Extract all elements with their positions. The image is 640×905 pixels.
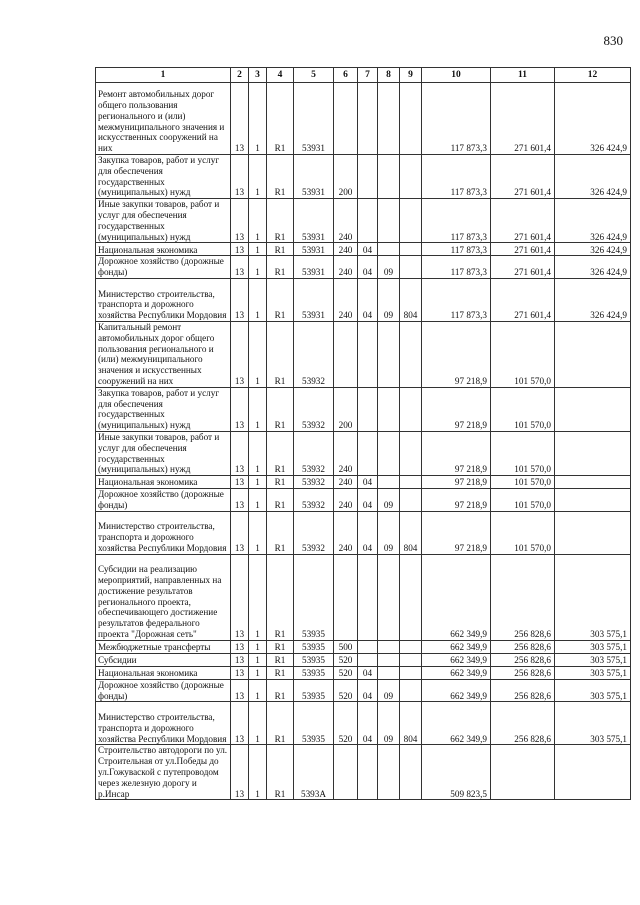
row-value-cell: 303 575,1 [555, 666, 631, 679]
row-value-cell: 04 [358, 679, 378, 702]
page-number: 830 [603, 33, 623, 48]
row-value-cell [491, 745, 555, 800]
row-value-cell: 256 828,6 [491, 666, 555, 679]
row-value-cell: 271 601,4 [491, 199, 555, 243]
row-name-cell: Национальная экономика [96, 476, 231, 489]
row-value-cell [400, 476, 422, 489]
row-value-cell: 13 [231, 666, 249, 679]
table-row [96, 702, 631, 745]
row-value-cell: 09 [378, 256, 400, 279]
row-value-cell: R1 [267, 387, 294, 431]
row-value-cell [555, 387, 631, 431]
col-header: 2 [231, 68, 249, 83]
row-value-cell: 303 575,1 [555, 702, 631, 745]
row-value-cell: 53935 [294, 702, 334, 745]
row-value-cell: R1 [267, 476, 294, 489]
row-value-cell: 04 [358, 278, 378, 321]
row-value-cell: 117 873,3 [422, 83, 491, 155]
row-value-cell [378, 554, 400, 640]
row-value-cell [358, 387, 378, 431]
row-value-cell: 13 [231, 702, 249, 745]
row-value-cell: 53931 [294, 155, 334, 199]
table-row [96, 489, 631, 512]
row-value-cell: 13 [231, 321, 249, 387]
row-value-cell: 53932 [294, 387, 334, 431]
row-value-cell: 662 349,9 [422, 554, 491, 640]
row-value-cell: 13 [231, 554, 249, 640]
row-name-cell: Министерство строительства, транспорта и дорожного хозяйства Республики Мордовия [96, 278, 231, 321]
table-row [96, 199, 631, 243]
row-value-cell: R1 [267, 745, 294, 800]
row-value-cell: 256 828,6 [491, 640, 555, 653]
row-value-cell: R1 [267, 489, 294, 512]
row-value-cell: 240 [334, 431, 358, 475]
row-value-cell: 53931 [294, 278, 334, 321]
row-value-cell: 240 [334, 278, 358, 321]
col-header: 7 [358, 68, 378, 83]
table-row [96, 256, 631, 279]
row-value-cell: 5393А [294, 745, 334, 800]
row-value-cell: R1 [267, 243, 294, 256]
row-value-cell: 271 601,4 [491, 243, 555, 256]
row-value-cell: 53932 [294, 321, 334, 387]
row-value-cell: 1 [249, 666, 267, 679]
row-value-cell [378, 387, 400, 431]
row-value-cell: 303 575,1 [555, 679, 631, 702]
col-header: 1 [96, 68, 231, 83]
row-value-cell [400, 387, 422, 431]
row-value-cell [400, 256, 422, 279]
row-value-cell: R1 [267, 83, 294, 155]
row-value-cell [378, 199, 400, 243]
table-row [96, 155, 631, 199]
row-value-cell: 04 [358, 489, 378, 512]
row-value-cell: 13 [231, 243, 249, 256]
row-value-cell: 804 [400, 702, 422, 745]
row-value-cell: 13 [231, 83, 249, 155]
row-value-cell: 53931 [294, 256, 334, 279]
row-value-cell [334, 554, 358, 640]
row-value-cell [378, 243, 400, 256]
row-value-cell: 271 601,4 [491, 256, 555, 279]
row-value-cell: 271 601,4 [491, 278, 555, 321]
row-value-cell [378, 321, 400, 387]
row-value-cell: 200 [334, 155, 358, 199]
row-value-cell: 1 [249, 554, 267, 640]
row-value-cell [400, 554, 422, 640]
row-value-cell: 53935 [294, 666, 334, 679]
row-name-cell: Министерство строительства, транспорта и дорожного хозяйства Республики Мордовия [96, 702, 231, 745]
row-value-cell: 13 [231, 489, 249, 512]
row-value-cell [378, 476, 400, 489]
row-value-cell [555, 511, 631, 554]
table-row [96, 431, 631, 475]
row-value-cell [400, 666, 422, 679]
col-header: 10 [422, 68, 491, 83]
row-value-cell: 101 570,0 [491, 387, 555, 431]
row-value-cell: 303 575,1 [555, 640, 631, 653]
row-value-cell: 1 [249, 489, 267, 512]
row-value-cell: 13 [231, 745, 249, 800]
col-header: 3 [249, 68, 267, 83]
row-value-cell: 97 218,9 [422, 476, 491, 489]
row-value-cell: 326 424,9 [555, 243, 631, 256]
row-name-cell: Национальная экономика [96, 666, 231, 679]
row-value-cell [378, 640, 400, 653]
row-value-cell: 53932 [294, 489, 334, 512]
table-row [96, 243, 631, 256]
row-value-cell [334, 321, 358, 387]
row-value-cell: 662 349,9 [422, 702, 491, 745]
row-value-cell: 1 [249, 256, 267, 279]
row-value-cell: 1 [249, 679, 267, 702]
row-value-cell: 13 [231, 387, 249, 431]
row-name-cell: Дорожное хозяйство (дорожные фонды) [96, 256, 231, 279]
row-value-cell: 04 [358, 666, 378, 679]
row-value-cell: 326 424,9 [555, 278, 631, 321]
row-value-cell: 53932 [294, 511, 334, 554]
col-header: 6 [334, 68, 358, 83]
row-value-cell [378, 83, 400, 155]
row-value-cell: 256 828,6 [491, 702, 555, 745]
row-value-cell: 326 424,9 [555, 256, 631, 279]
col-header: 5 [294, 68, 334, 83]
row-name-cell: Строительство автодороги по ул. Строительная от ул.Победы до ул.Гожуваской с путепроводом через железную дорогу и р.Инсар [96, 745, 231, 800]
row-value-cell: R1 [267, 702, 294, 745]
row-value-cell: R1 [267, 511, 294, 554]
row-value-cell: 53932 [294, 431, 334, 475]
row-value-cell [400, 679, 422, 702]
row-value-cell: R1 [267, 278, 294, 321]
row-value-cell [378, 431, 400, 475]
row-value-cell: R1 [267, 666, 294, 679]
table-row [96, 745, 631, 800]
row-name-cell: Дорожное хозяйство (дорожные фонды) [96, 489, 231, 512]
row-value-cell: 1 [249, 387, 267, 431]
table-row [96, 666, 631, 679]
table-row [96, 554, 631, 640]
row-value-cell: 04 [358, 702, 378, 745]
row-value-cell: 117 873,3 [422, 278, 491, 321]
row-value-cell: 303 575,1 [555, 653, 631, 666]
table-row [96, 640, 631, 653]
row-value-cell: R1 [267, 640, 294, 653]
row-value-cell: 04 [358, 256, 378, 279]
row-name-cell: Межбюджетные трансферты [96, 640, 231, 653]
row-value-cell: R1 [267, 155, 294, 199]
table-row [96, 321, 631, 387]
row-value-cell: 13 [231, 199, 249, 243]
table-row [96, 476, 631, 489]
row-value-cell [358, 83, 378, 155]
row-value-cell: 53931 [294, 243, 334, 256]
row-value-cell: 662 349,9 [422, 640, 491, 653]
row-value-cell [358, 653, 378, 666]
row-value-cell: 500 [334, 640, 358, 653]
row-name-cell: Капитальный ремонт автомобильных дорог общего пользования регионального и (или) межмуниципального значения и искусственных сооружений на них [96, 321, 231, 387]
row-value-cell: 53935 [294, 679, 334, 702]
table-row [96, 278, 631, 321]
row-value-cell [378, 653, 400, 666]
row-value-cell: 1 [249, 653, 267, 666]
row-value-cell: 117 873,3 [422, 155, 491, 199]
row-value-cell: 101 570,0 [491, 511, 555, 554]
row-value-cell: 240 [334, 476, 358, 489]
table-row [96, 679, 631, 702]
row-value-cell [358, 199, 378, 243]
row-value-cell [358, 554, 378, 640]
row-value-cell: 101 570,0 [491, 431, 555, 475]
row-value-cell: R1 [267, 256, 294, 279]
row-value-cell: 520 [334, 653, 358, 666]
row-value-cell: 240 [334, 199, 358, 243]
row-value-cell: 13 [231, 431, 249, 475]
row-value-cell [358, 155, 378, 199]
row-value-cell [334, 745, 358, 800]
row-value-cell: 240 [334, 489, 358, 512]
row-value-cell: 13 [231, 511, 249, 554]
row-value-cell: 53935 [294, 640, 334, 653]
budget-table [95, 67, 631, 800]
row-value-cell: 97 218,9 [422, 387, 491, 431]
row-value-cell: 09 [378, 702, 400, 745]
row-value-cell: R1 [267, 679, 294, 702]
row-value-cell: 509 823,5 [422, 745, 491, 800]
row-value-cell: 326 424,9 [555, 83, 631, 155]
row-value-cell [400, 321, 422, 387]
row-value-cell: 13 [231, 155, 249, 199]
col-header: 12 [555, 68, 631, 83]
row-value-cell: 04 [358, 243, 378, 256]
col-header: 9 [400, 68, 422, 83]
row-value-cell: 1 [249, 745, 267, 800]
row-value-cell: 13 [231, 278, 249, 321]
row-value-cell: 04 [358, 511, 378, 554]
row-value-cell [400, 83, 422, 155]
row-value-cell: 804 [400, 511, 422, 554]
row-value-cell: 1 [249, 476, 267, 489]
row-name-cell: Иные закупки товаров, работ и услуг для обеспечения государственных (муниципальных) нужд [96, 431, 231, 475]
row-value-cell: 662 349,9 [422, 679, 491, 702]
row-value-cell: R1 [267, 554, 294, 640]
row-value-cell: 662 349,9 [422, 653, 491, 666]
row-value-cell: 240 [334, 256, 358, 279]
row-value-cell: 97 218,9 [422, 511, 491, 554]
row-name-cell: Дорожное хозяйство (дорожные фонды) [96, 679, 231, 702]
table-row [96, 387, 631, 431]
row-value-cell [400, 745, 422, 800]
row-value-cell: 13 [231, 476, 249, 489]
row-value-cell [400, 640, 422, 653]
row-value-cell: 09 [378, 278, 400, 321]
row-value-cell: 97 218,9 [422, 489, 491, 512]
row-value-cell: 13 [231, 653, 249, 666]
row-value-cell: 1 [249, 640, 267, 653]
row-value-cell: 520 [334, 702, 358, 745]
row-value-cell: 101 570,0 [491, 321, 555, 387]
row-value-cell: 1 [249, 321, 267, 387]
row-value-cell: 1 [249, 243, 267, 256]
row-value-cell: 13 [231, 256, 249, 279]
row-value-cell: 1 [249, 702, 267, 745]
row-value-cell: 804 [400, 278, 422, 321]
row-value-cell: 53935 [294, 554, 334, 640]
row-value-cell: 1 [249, 199, 267, 243]
row-value-cell: R1 [267, 431, 294, 475]
row-value-cell [378, 666, 400, 679]
row-value-cell [400, 489, 422, 512]
row-name-cell: Закупка товаров, работ и услуг для обеспечения государственных (муниципальных) нужд [96, 387, 231, 431]
row-value-cell [378, 745, 400, 800]
row-name-cell: Ремонт автомобильных дорог общего пользования регионального и (или) межмуниципального значения и искусственных сооружений на них [96, 83, 231, 155]
row-value-cell [555, 431, 631, 475]
row-value-cell: 101 570,0 [491, 476, 555, 489]
row-name-cell: Субсидии [96, 653, 231, 666]
row-value-cell: 04 [358, 476, 378, 489]
row-value-cell: 53931 [294, 83, 334, 155]
row-value-cell [400, 431, 422, 475]
row-name-cell: Иные закупки товаров, работ и услуг для обеспечения государственных (муниципальных) нужд [96, 199, 231, 243]
row-name-cell: Субсидии на реализацию мероприятий, направленных на достижение результатов регионального проекта, обеспечивающего достижение результатов федерального проекта "Дорожная сеть" [96, 554, 231, 640]
row-value-cell: 117 873,3 [422, 243, 491, 256]
row-value-cell [555, 321, 631, 387]
row-value-cell: 326 424,9 [555, 199, 631, 243]
col-header: 4 [267, 68, 294, 83]
row-value-cell: 13 [231, 679, 249, 702]
row-value-cell [334, 83, 358, 155]
row-value-cell [400, 155, 422, 199]
table-body [96, 83, 631, 800]
row-value-cell [555, 745, 631, 800]
row-value-cell [358, 640, 378, 653]
row-value-cell: 520 [334, 679, 358, 702]
row-value-cell [555, 489, 631, 512]
row-value-cell: 97 218,9 [422, 321, 491, 387]
row-value-cell: 240 [334, 243, 358, 256]
table-row [96, 83, 631, 155]
row-value-cell: R1 [267, 321, 294, 387]
row-value-cell: 240 [334, 511, 358, 554]
row-name-cell: Министерство строительства, транспорта и дорожного хозяйства Республики Мордовия [96, 511, 231, 554]
row-value-cell: R1 [267, 653, 294, 666]
row-value-cell: 303 575,1 [555, 554, 631, 640]
row-value-cell: 09 [378, 511, 400, 554]
row-value-cell [400, 199, 422, 243]
row-value-cell: 117 873,3 [422, 199, 491, 243]
row-value-cell: 97 218,9 [422, 431, 491, 475]
row-value-cell [555, 476, 631, 489]
row-value-cell: 09 [378, 679, 400, 702]
row-value-cell: 256 828,6 [491, 653, 555, 666]
row-value-cell: 200 [334, 387, 358, 431]
row-name-cell: Закупка товаров, работ и услуг для обеспечения государственных (муниципальных) нужд [96, 155, 231, 199]
header-row [96, 68, 631, 83]
table-row [96, 653, 631, 666]
row-value-cell: 1 [249, 278, 267, 321]
col-header: 11 [491, 68, 555, 83]
row-value-cell [358, 321, 378, 387]
row-value-cell [400, 243, 422, 256]
row-value-cell: 520 [334, 666, 358, 679]
row-value-cell: 1 [249, 431, 267, 475]
row-value-cell: 326 424,9 [555, 155, 631, 199]
row-value-cell [358, 431, 378, 475]
row-value-cell: 1 [249, 83, 267, 155]
row-value-cell: 09 [378, 489, 400, 512]
col-header: 8 [378, 68, 400, 83]
row-value-cell: R1 [267, 199, 294, 243]
row-value-cell: 13 [231, 640, 249, 653]
row-value-cell: 53932 [294, 476, 334, 489]
row-value-cell: 1 [249, 511, 267, 554]
row-value-cell: 662 349,9 [422, 666, 491, 679]
row-value-cell: 117 873,3 [422, 256, 491, 279]
row-value-cell: 1 [249, 155, 267, 199]
row-value-cell [358, 745, 378, 800]
row-value-cell: 256 828,6 [491, 679, 555, 702]
row-value-cell: 271 601,4 [491, 83, 555, 155]
row-name-cell: Национальная экономика [96, 243, 231, 256]
row-value-cell: 271 601,4 [491, 155, 555, 199]
row-value-cell: 53931 [294, 199, 334, 243]
table-row [96, 511, 631, 554]
row-value-cell: 256 828,6 [491, 554, 555, 640]
row-value-cell: 101 570,0 [491, 489, 555, 512]
row-value-cell: 53935 [294, 653, 334, 666]
row-value-cell [400, 653, 422, 666]
row-value-cell [378, 155, 400, 199]
